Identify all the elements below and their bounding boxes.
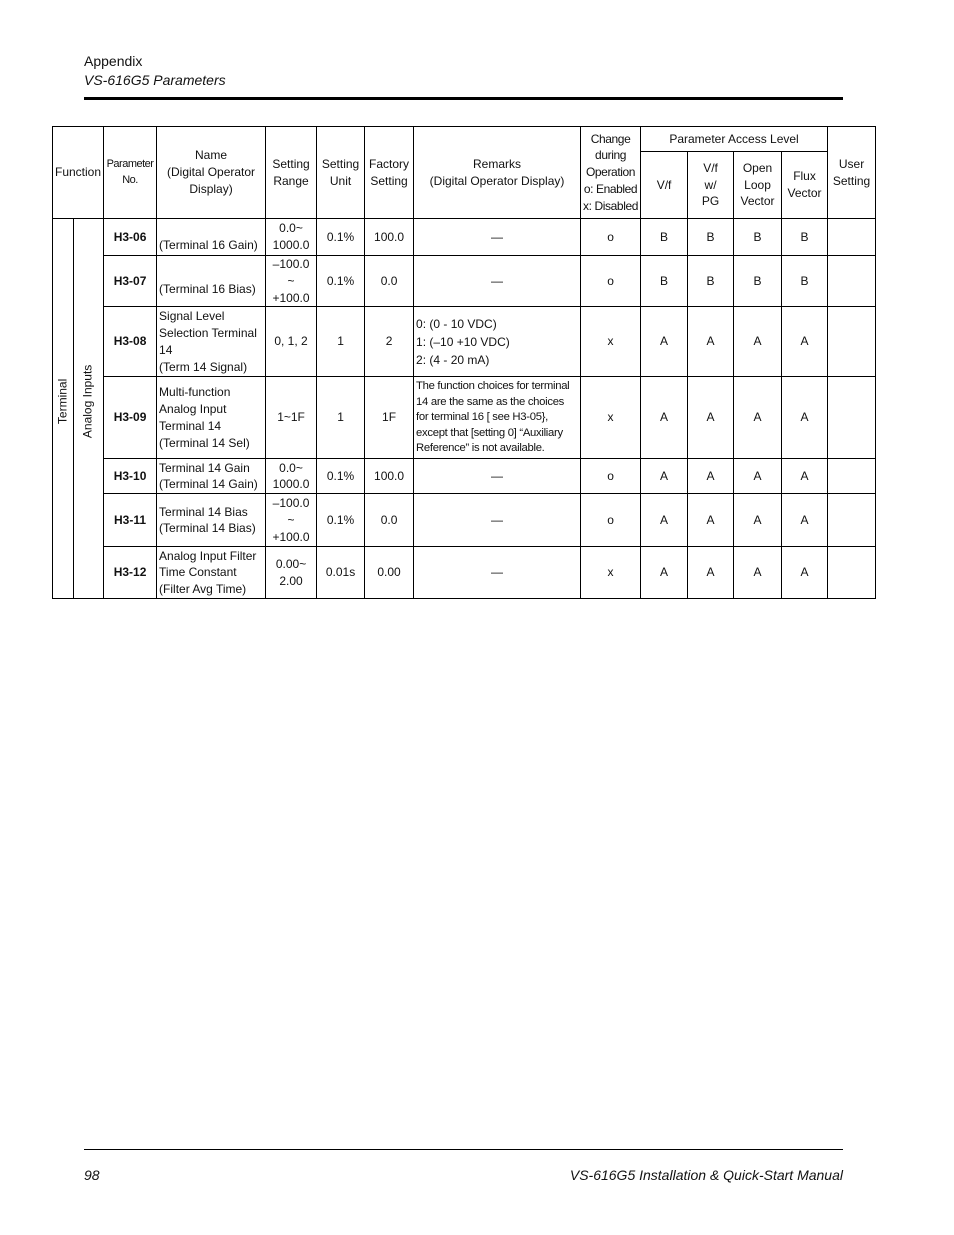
group-label-terminal-text: Terminal: [55, 378, 70, 425]
manual-title: VS-616G5 Installation & Quick-Start Manual: [569, 1167, 843, 1183]
col-header-remarks: Remarks (Digital Operator Display): [414, 127, 581, 219]
table-row: [53, 494, 876, 547]
remarks: —: [414, 459, 581, 494]
user-setting: [828, 547, 876, 599]
param-name: (Terminal 16 Bias): [157, 256, 266, 307]
change-during-operation: o: [581, 459, 641, 494]
setting-unit: 0.01s: [317, 547, 365, 599]
user-setting: [828, 377, 876, 459]
col-header-open-loop-vector: Open Loop Vector: [734, 152, 782, 219]
access-vf-pg: A: [688, 547, 734, 599]
col-header-param-no: Parameter No.: [104, 127, 157, 219]
access-vf: B: [641, 256, 688, 307]
factory-setting: 0.0: [365, 256, 414, 307]
col-header-user-setting: User Setting: [828, 127, 876, 219]
change-during-operation: o: [581, 219, 641, 256]
footer-rule: [84, 1149, 843, 1150]
group-label-terminal: [53, 219, 74, 599]
remarks: —: [414, 494, 581, 547]
setting-range: 0, 1, 2: [266, 307, 317, 377]
access-vf-pg: A: [688, 377, 734, 459]
parameter-table: [52, 126, 876, 599]
user-setting: [828, 307, 876, 377]
access-flux-vector: B: [782, 256, 828, 307]
param-name: Terminal 14 Gain (Terminal 14 Gain): [157, 459, 266, 494]
col-header-setting-range: Setting Range: [266, 127, 317, 219]
page-number: 98: [84, 1167, 100, 1183]
access-flux-vector: A: [782, 307, 828, 377]
param-name: Multi-function Analog Input Terminal 14 (Terminal 14 Sel): [157, 377, 266, 459]
access-vf-pg: A: [688, 494, 734, 547]
col-header-access-level: Parameter Access Level: [641, 127, 828, 152]
setting-unit: 0.1%: [317, 219, 365, 256]
access-flux-vector: A: [782, 459, 828, 494]
change-during-operation: o: [581, 494, 641, 547]
access-flux-vector: A: [782, 377, 828, 459]
setting-range: 1~1F: [266, 377, 317, 459]
user-setting: [828, 494, 876, 547]
setting-range: 0.00~ 2.00: [266, 547, 317, 599]
setting-unit: 1: [317, 377, 365, 459]
remarks: —: [414, 256, 581, 307]
header-subtitle: VS-616G5 Parameters: [84, 72, 226, 88]
factory-setting: 100.0: [365, 459, 414, 494]
col-header-setting-unit: Setting Unit: [317, 127, 365, 219]
remarks: —: [414, 219, 581, 256]
header-rule: [84, 97, 843, 100]
table-row: [53, 256, 876, 307]
access-open-loop-vector: A: [734, 459, 782, 494]
user-setting: [828, 219, 876, 256]
change-during-operation: o: [581, 256, 641, 307]
factory-setting: 2: [365, 307, 414, 377]
param-no: H3-10: [104, 459, 157, 494]
change-during-operation: x: [581, 377, 641, 459]
col-header-flux-vector: Flux Vector: [782, 152, 828, 219]
access-vf: A: [641, 459, 688, 494]
remarks: —: [414, 547, 581, 599]
user-setting: [828, 459, 876, 494]
setting-range: 0.0~ 1000.0: [266, 459, 317, 494]
access-flux-vector: B: [782, 219, 828, 256]
access-open-loop-vector: A: [734, 547, 782, 599]
table-row: [53, 459, 876, 494]
user-setting: [828, 256, 876, 307]
setting-unit: 1: [317, 307, 365, 377]
remarks: The function choices for terminal 14 are the same as the choices for terminal 16 [ see H3-05}, except that [setting 0] “Auxiliary Reference” is not available.: [414, 377, 581, 459]
param-no: H3-06: [104, 219, 157, 256]
access-vf: A: [641, 547, 688, 599]
param-no: H3-09: [104, 377, 157, 459]
access-open-loop-vector: B: [734, 219, 782, 256]
access-vf: B: [641, 219, 688, 256]
param-no: H3-11: [104, 494, 157, 547]
param-name: Analog Input Filter Time Constant (Filter Avg Time): [157, 547, 266, 599]
col-header-change-during-operation: Change during Operation o: Enabled x: Disabled: [581, 127, 641, 219]
table-row: [53, 219, 876, 256]
factory-setting: 1F: [365, 377, 414, 459]
setting-range: –100.0 ~ +100.0: [266, 494, 317, 547]
access-vf: A: [641, 494, 688, 547]
factory-setting: 100.0: [365, 219, 414, 256]
param-no: H3-08: [104, 307, 157, 377]
access-vf-pg: B: [688, 219, 734, 256]
factory-setting: 0.00: [365, 547, 414, 599]
param-name: Signal Level Selection Terminal 14 (Term 14 Signal): [157, 307, 266, 377]
col-header-name: Name (Digital Operator Display): [157, 127, 266, 219]
access-vf-pg: A: [688, 459, 734, 494]
col-header-factory-setting: Factory Setting: [365, 127, 414, 219]
access-open-loop-vector: A: [734, 307, 782, 377]
col-header-vf-pg: V/f w/ PG: [688, 152, 734, 219]
setting-range: 0.0~ 1000.0: [266, 219, 317, 256]
remarks: 0: (0 - 10 VDC) 1: (–10 +10 VDC) 2: (4 - 20 mA): [414, 307, 581, 377]
param-name: Terminal 14 Bias (Terminal 14 Bias): [157, 494, 266, 547]
group-label-analog-inputs: [73, 219, 103, 599]
setting-unit: 0.1%: [317, 256, 365, 307]
change-during-operation: x: [581, 547, 641, 599]
setting-unit: 0.1%: [317, 459, 365, 494]
param-no: H3-12: [104, 547, 157, 599]
col-header-vf: V/f: [641, 152, 688, 219]
table-row: [53, 377, 876, 459]
setting-range: –100.0 ~ +100.0: [266, 256, 317, 307]
col-header-function: Function: [53, 127, 104, 219]
header-section: Appendix: [84, 53, 143, 69]
access-flux-vector: A: [782, 547, 828, 599]
param-no: H3-07: [104, 256, 157, 307]
setting-unit: 0.1%: [317, 494, 365, 547]
param-name: (Terminal 16 Gain): [157, 219, 266, 256]
access-vf: A: [641, 377, 688, 459]
table-row: [53, 547, 876, 599]
group-label-analog-inputs-text: Analog Inputs: [81, 364, 96, 439]
access-flux-vector: A: [782, 494, 828, 547]
change-during-operation: x: [581, 307, 641, 377]
access-vf: A: [641, 307, 688, 377]
access-open-loop-vector: A: [734, 494, 782, 547]
factory-setting: 0.0: [365, 494, 414, 547]
table-row: [53, 307, 876, 377]
access-open-loop-vector: B: [734, 256, 782, 307]
access-vf-pg: B: [688, 256, 734, 307]
access-open-loop-vector: A: [734, 377, 782, 459]
access-vf-pg: A: [688, 307, 734, 377]
